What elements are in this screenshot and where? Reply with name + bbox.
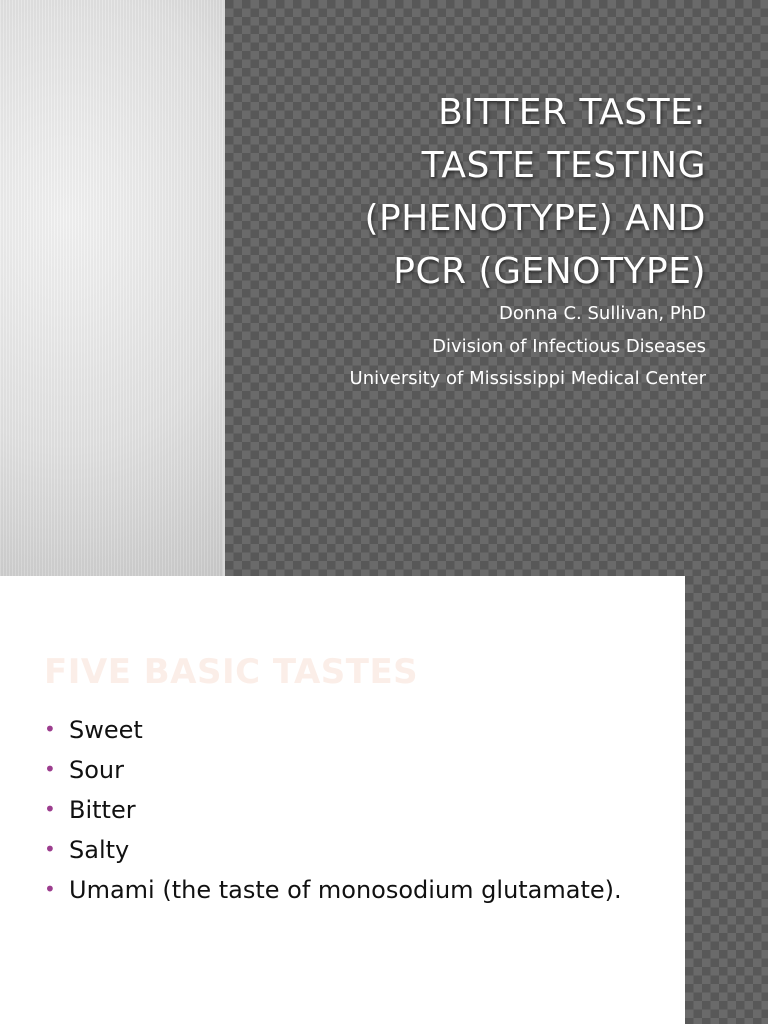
list-item	[44, 754, 664, 786]
bullet-icon: •	[44, 717, 56, 741]
slide-title-line: BITTER TASTE:	[438, 92, 706, 133]
list-item-text: Sour	[69, 756, 124, 784]
bullet-icon: •	[44, 797, 56, 821]
title-slide-patterned-panel	[225, 0, 768, 576]
slide-subtitle	[246, 298, 706, 396]
list-item	[44, 834, 664, 866]
bullet-list	[44, 714, 664, 914]
list-item-text: Salty	[69, 836, 130, 864]
slide-title	[246, 86, 706, 298]
content-slide	[0, 576, 768, 1024]
content-slide-patterned-strip	[685, 576, 768, 1024]
list-item-text: Sweet	[69, 716, 143, 744]
bullet-icon: •	[44, 877, 56, 901]
slide-title-line: (PHENOTYPE) AND	[364, 198, 706, 239]
list-item	[44, 794, 664, 826]
slide-title-line: PCR (GENOTYPE)	[393, 251, 706, 292]
slide-title-line: TASTE TESTING	[421, 145, 706, 186]
list-item-text: Bitter	[69, 796, 136, 824]
content-slide-title: FIVE BASIC TASTES	[44, 652, 419, 692]
bullet-icon: •	[44, 757, 56, 781]
title-slide-left-panel	[0, 0, 223, 576]
list-item	[44, 714, 664, 746]
list-item-text: Umami (the taste of monosodium glutamate).	[69, 876, 622, 904]
author-institution: University of Mississippi Medical Center	[349, 368, 706, 389]
list-item	[44, 874, 664, 906]
author-division: Division of Infectious Diseases	[432, 335, 706, 357]
author-name: Donna C. Sullivan, PhD	[499, 303, 706, 324]
bullet-icon: •	[44, 837, 56, 861]
